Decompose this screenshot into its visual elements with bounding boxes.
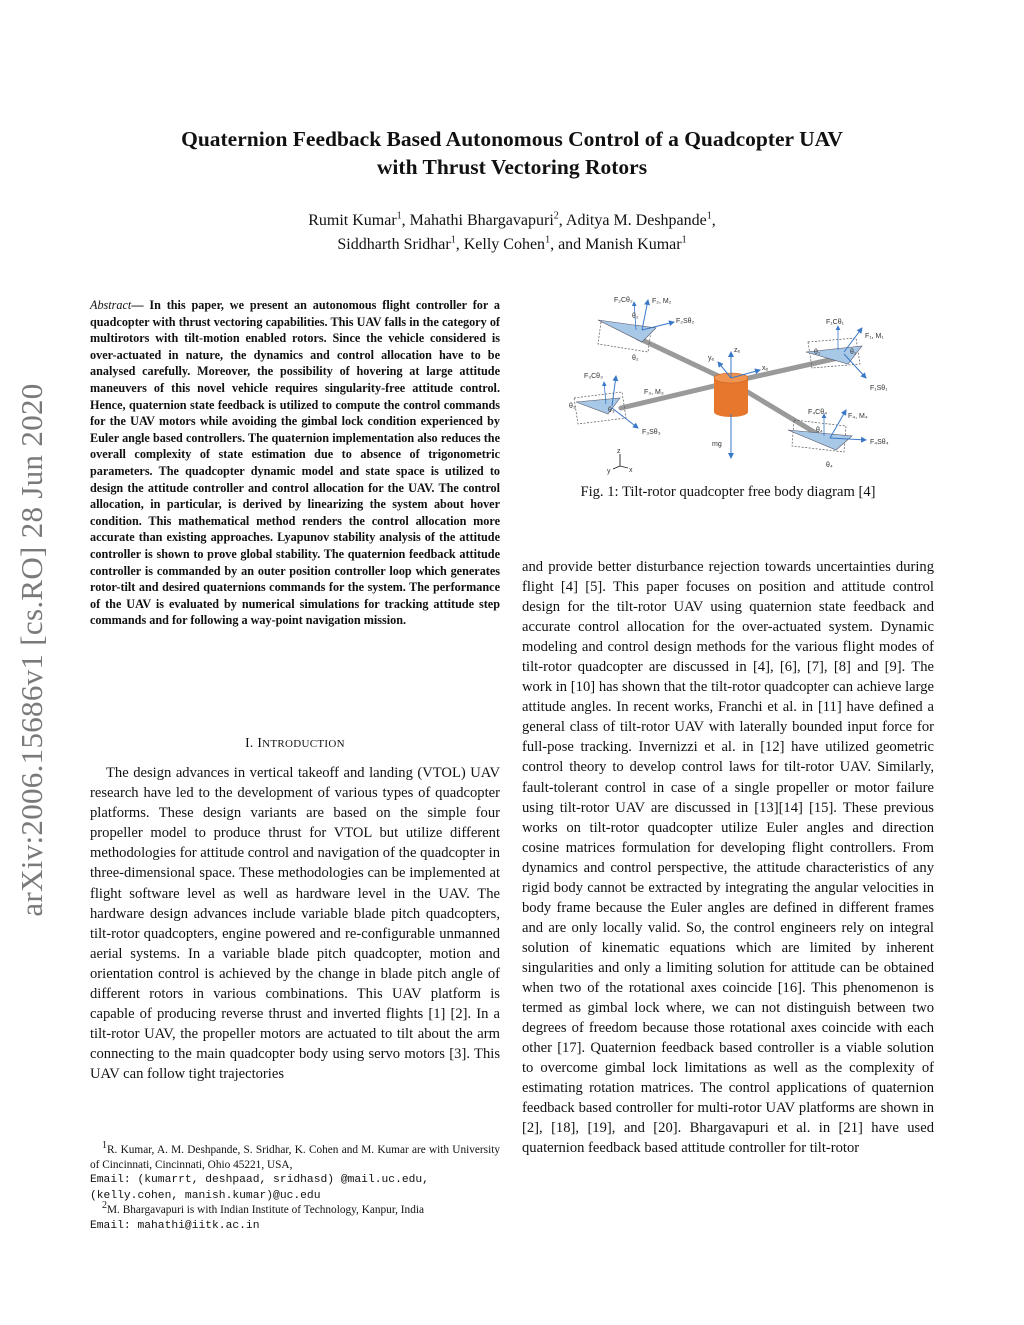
- f2s-vector: [642, 322, 674, 330]
- label-f1so1: F₁Sθ₁: [870, 385, 888, 392]
- central-body: [708, 347, 769, 458]
- label-yb: yₑ: [708, 355, 715, 362]
- authors-line-2: [90, 233, 934, 257]
- label-f1co1: F₁Cθ₁: [826, 319, 844, 326]
- label-xb: xₑ: [762, 365, 769, 372]
- label-f4co4: F₄Cθ₄: [808, 409, 827, 416]
- authors-line-1: [90, 209, 934, 233]
- footnote-1: [90, 1140, 500, 1203]
- author-name: Siddharth Sridhar: [337, 236, 451, 253]
- footnote-email: Email: (kumarrt, deshpaad, sridhasd) @mail.uc.edu,: [90, 1174, 429, 1187]
- affil-mark: 1: [545, 234, 551, 246]
- footnote-text: R. Kumar, A. M. Deshpande, S. Sridhar, K. Cohen and M. Kumar are with University of Cincinnati, Cincinnati, Ohio 45221, USA,: [90, 1144, 500, 1171]
- footnote-mark: 2: [102, 1200, 107, 1212]
- rotor-2-blade: [598, 320, 656, 342]
- title-line-1: Quaternion Feedback Based Autonomous Control of a Quadcopter UAV: [181, 127, 843, 151]
- footnote-text: M. Bhargavapuri is with Indian Institute of Technology, Kanpur, India: [107, 1204, 424, 1217]
- arxiv-watermark: [12, 360, 52, 940]
- abstract: [90, 297, 500, 629]
- label-o3a: θ₃: [569, 403, 576, 410]
- author-name: , Aditya M. Deshpande: [558, 212, 707, 229]
- author-name: , and Manish Kumar: [550, 236, 682, 253]
- affil-mark: 1: [706, 210, 712, 222]
- rotor-3: [569, 373, 664, 436]
- label-f2m2: F₂, M₂: [652, 298, 672, 305]
- rotor-1: [806, 319, 888, 392]
- author-list: [90, 209, 934, 257]
- label-axis-x: x: [629, 467, 633, 474]
- abstract-text: — In this paper, we present an autonomous flight controller for a quadcopter with thrust vectoring capabilities. This UAV falls in the category of multirotors with tilt-motion enabled rotors. Since the vehicle considered is over-actuated in nature, the dynamics and control allocation have to be analysed carefully. Moreover, the possibility of hovering at large attitude maneuvers of this novel vehicle requires singularity-free attitude control. Hence, quaternion state feedback is utilized to compute the control commands for the UAV motors while avoiding the gimbal lock condition experienced by Euler angle based controllers. The quaternion implementation also reduces the overall complexity of state estimation due to absence of trigonometric parameters. The quadcopter dynamic model and state space is utilized to design the attitude controller and control allocation for the UAV. The control allocation, in particular, is derived by linearizing the system about hover condition. This mathematical method renders the control allocation more accurate than existing approaches. Lyapunov stability analysis of the attitude controller is shown to prove global stability. The quaternion feedback attitude controller is commanded by an outer position controller loop which generates rotor-tilt and desired quaternions commands for the system. The performance of the UAV is evaluated by numerical simulations for tracking attitude step commands and for following a way-point navigation mission.: [90, 298, 500, 628]
- section-initial: I: [257, 735, 263, 750]
- label-f3m3: F₃, M₃: [644, 389, 664, 396]
- section-number: I.: [245, 735, 254, 750]
- label-zb: zₑ: [734, 347, 741, 354]
- arxiv-id: arXiv:2006.15686v1 [cs.RO] 28 Jun 2020: [14, 383, 49, 917]
- section-heading: [90, 735, 500, 751]
- label-o1a: θ₁: [814, 349, 821, 356]
- affil-mark: 1: [681, 234, 687, 246]
- footnote-mark: 1: [102, 1140, 107, 1152]
- label-f4so4: F₄Sθ₄: [870, 439, 889, 446]
- label-f1m1: F₁, M₁: [865, 333, 884, 340]
- abstract-label: Abstract: [90, 298, 132, 312]
- label-f3co3: F₃Cθ₃: [584, 373, 603, 380]
- label-f3so3: F₃Sθ₃: [642, 429, 661, 436]
- author-name: , Kelly Cohen: [455, 236, 546, 253]
- intro-paragraph-left: The design advances in vertical takeoff and landing (VTOL) UAV research have led to the development of various types of quadcopter platforms. These design variants are based on the simple four propeller model to produce thrust for VTOL but utilize different methodologies for attitude control and navigation of the quadcopter in three-dimensional space. These methodologies can be implemented at flight software level as well as hardware level in the UAV. The hardware design advances include variable blade pitch quadcopters, tilt-rotor quadcopters, engine powered and re-configurable unmanned aerial systems. In a variable blade pitch quadcopter, motion and orientation control is achieved by the change in blade pitch angle of different rotors in various combinations. This UAV platform is capable of producing reverse thrust and inverted flights [1] [2]. In a tilt-rotor UAV, the propeller motors are actuated to tilt about the arm connecting to the main quadcopter body using servo motors [3]. This UAV can follow tight trajectories: [90, 765, 500, 1083]
- title-line-2: with Thrust Vectoring Rotors: [376, 155, 648, 179]
- label-o4b: θ₄: [826, 462, 833, 469]
- inertial-y: [613, 466, 620, 469]
- footnote-email: Email: mahathi@iitk.ac.in: [90, 1219, 260, 1232]
- section-rest: NTRODUCTION: [262, 738, 345, 750]
- label-o3b: θ₃: [608, 407, 615, 414]
- label-o2a: θ₂: [632, 313, 639, 320]
- intro-paragraph-right: and provide better disturbance rejection towards uncertainties during flight [4] [5]. This paper focuses on position and attitude control design for the tilt-rotor UAV using quaternion state feedback and accurate control allocation for the over-actuated system. Dynamic modeling and control design methods for the various flight modes of tilt-rotor quadcopter are discussed in [4], [6], [7], [8] and [9]. The work in [10] has shown that the tilt-rotor quadcopter can achieve large attitude angles. In recent works, Franchi et al. in [11] have defined a general class of tilt-rotor UAV with laterally bounded input force for full-pose tracking. Invernizzi et al. in [12] have utilized geometric control theory to develop control laws for tilt-rotor UAV. Similarly, fault-tolerant control in case of a single propeller or motor failure using tilt-rotor UAV are discussed in [13][14] [15]. These previous works on tilt-rotor quadcopter utilize Euler angles and direction cosine matrices formulation for developing flight controllers. From dynamics and control perspective, the attitude characteristics of any rigid body cannot be extracted by integrating the angular velocities in body frame because the Euler angles are defined in different frames and are only locally valid. So, the control engineers rely on integral solution of kinematic equations which are limited by inherent singularities and only a limiting solution for attitude can be obtained when two of the rotational axes coincide [16]. This phenomenon is termed as gimbal lock where, we can not distinguish between two degrees of freedom because those rotational axes coincide with each other [17]. Quaternion feedback based controller is a viable solution to overcome gimbal lock limitations as well as the complexity of estimating rotation matrices. The control applications of quaternion feedback based controller for multi-rotor UAV platforms are shown in [2], [18], [19], and [20]. Bhargavapuri et al. in [21] have used quaternion feedback based attitude controller for tilt-rotor: [522, 559, 934, 1157]
- label-f2co2: F₂Cθ₂: [614, 297, 633, 304]
- affil-mark: 1: [450, 234, 456, 246]
- rotor-2: [598, 297, 695, 362]
- footnote-2: [90, 1200, 500, 1233]
- f1s-vector: [844, 354, 866, 378]
- author-sep: ,: [711, 212, 716, 229]
- footnote-email: (kelly.cohen, manish.kumar)@uc.edu: [90, 1189, 321, 1202]
- label-o1b: θ₁: [850, 349, 857, 356]
- label-mg: mg: [712, 441, 722, 448]
- figure-caption: Fig. 1: Tilt-rotor quadcopter free body diagram [4]: [580, 484, 876, 500]
- f4-vector: [830, 410, 846, 438]
- label-f4m4: F₄, M₄: [848, 413, 868, 420]
- inertial-x: [620, 466, 628, 468]
- footnotes: [90, 1140, 500, 1234]
- f2-vector: [642, 300, 648, 330]
- label-axis-z: z: [617, 448, 621, 455]
- affil-mark: 2: [553, 210, 559, 222]
- label-f2so2: F₂Sθ₂: [676, 318, 695, 325]
- label-o2b: θ₂: [632, 355, 639, 362]
- paper-title: [90, 125, 934, 181]
- author-name: Rumit Kumar: [308, 212, 397, 229]
- label-axis-y: y: [607, 468, 611, 475]
- label-o4a: θ₄: [816, 427, 823, 434]
- rotor-4: [788, 409, 889, 469]
- affil-mark: 1: [396, 210, 402, 222]
- inertial-frame: [607, 448, 633, 475]
- author-name: , Mahathi Bhargavapuri: [401, 212, 554, 229]
- free-body-diagram: [556, 290, 906, 475]
